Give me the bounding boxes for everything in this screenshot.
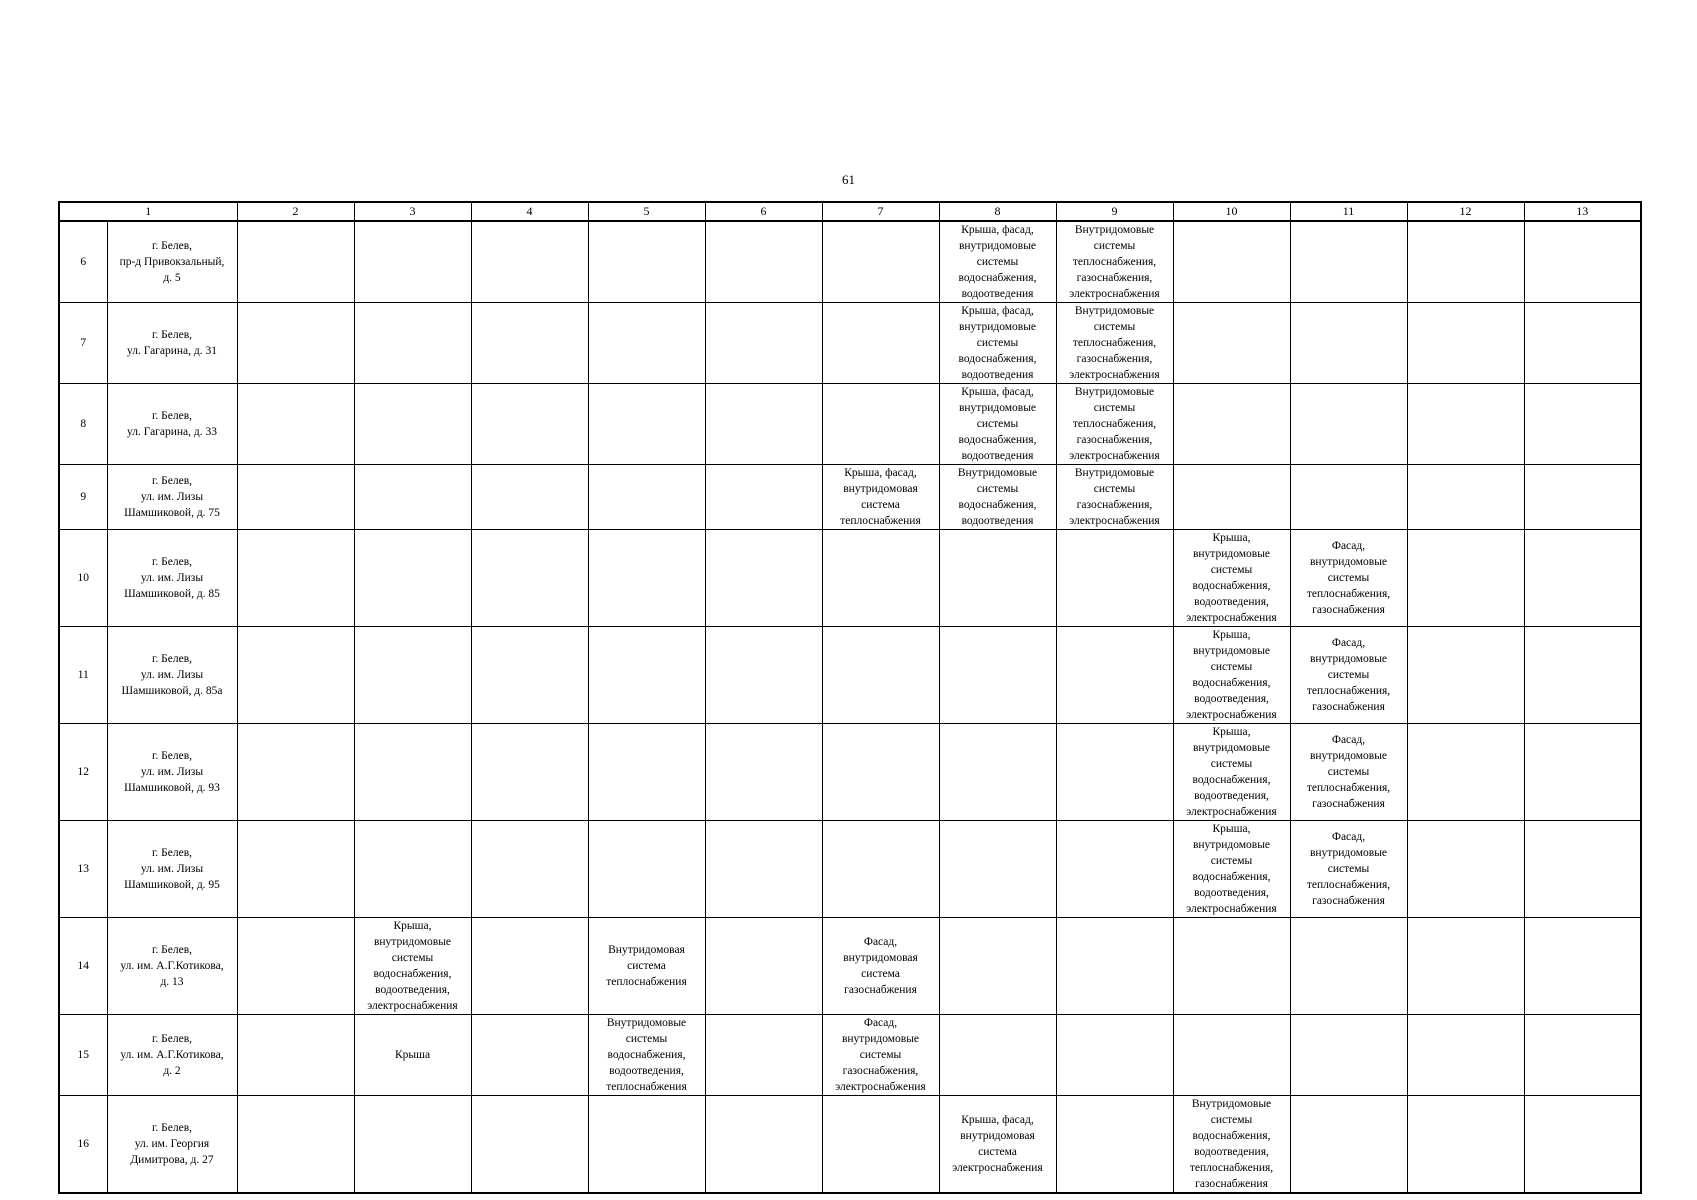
table-row (59, 1015, 1641, 1096)
page-number: 61 (842, 172, 855, 187)
work-cell-4 (471, 303, 588, 384)
work-cell-13 (1524, 1096, 1641, 1194)
work-cell-8: Крыша, фасад, внутридомовые системы водоснабжения, водоотведения (939, 384, 1056, 465)
work-cell-6 (705, 918, 822, 1015)
row-number-cell: 7 (59, 303, 107, 384)
row-number-cell: 13 (59, 821, 107, 918)
work-cell-6 (705, 530, 822, 627)
column-header: 3 (354, 202, 471, 221)
work-cell-11 (1290, 465, 1407, 530)
work-cell-3 (354, 530, 471, 627)
address-cell: г. Белев, ул. Гагарина, д. 31 (107, 303, 237, 384)
work-cell-4 (471, 221, 588, 303)
work-cell-8: Внутридомовые системы водоснабжения, водоотведения (939, 465, 1056, 530)
work-cell-4 (471, 530, 588, 627)
work-cell-7 (822, 221, 939, 303)
work-cell-6 (705, 724, 822, 821)
work-cell-8 (939, 724, 1056, 821)
work-cell-7: Фасад, внутридомовые системы газоснабжения, электроснабжения (822, 1015, 939, 1096)
address-cell: г. Белев, ул. им. Лизы Шамшиковой, д. 85 (107, 530, 237, 627)
column-header: 4 (471, 202, 588, 221)
work-cell-6 (705, 303, 822, 384)
work-cell-3 (354, 465, 471, 530)
work-cell-10 (1173, 465, 1290, 530)
column-header: 10 (1173, 202, 1290, 221)
work-cell-8: Крыша, фасад, внутридомовые системы водоснабжения, водоотведения (939, 303, 1056, 384)
work-cell-10: Крыша, внутридомовые системы водоснабжения, водоотведения, электроснабжения (1173, 530, 1290, 627)
work-cell-5 (588, 724, 705, 821)
work-cell-6 (705, 384, 822, 465)
work-cell-9 (1056, 1015, 1173, 1096)
work-cell-4 (471, 918, 588, 1015)
work-cell-5 (588, 530, 705, 627)
work-cell-13 (1524, 627, 1641, 724)
row-number-cell: 15 (59, 1015, 107, 1096)
work-cell-4 (471, 821, 588, 918)
work-cell-7 (822, 627, 939, 724)
work-cell-11: Фасад, внутридомовые системы теплоснабжения, газоснабжения (1290, 627, 1407, 724)
address-cell: г. Белев, ул. им. А.Г.Котикова, д. 2 (107, 1015, 237, 1096)
work-cell-11: Фасад, внутридомовые системы теплоснабжения, газоснабжения (1290, 724, 1407, 821)
work-cell-13 (1524, 918, 1641, 1015)
work-cell-12 (1407, 303, 1524, 384)
table-row (59, 530, 1641, 627)
work-cell-5 (588, 821, 705, 918)
work-cell-3 (354, 221, 471, 303)
work-cell-2 (237, 821, 354, 918)
column-header: 2 (237, 202, 354, 221)
work-cell-12 (1407, 918, 1524, 1015)
work-cell-13 (1524, 465, 1641, 530)
work-cell-8 (939, 627, 1056, 724)
work-cell-2 (237, 918, 354, 1015)
work-cell-2 (237, 1096, 354, 1194)
work-cell-5 (588, 627, 705, 724)
work-cell-7: Крыша, фасад, внутридомовая система теплоснабжения (822, 465, 939, 530)
work-cell-5: Внутридомовая система теплоснабжения (588, 918, 705, 1015)
work-cell-13 (1524, 221, 1641, 303)
work-cell-7 (822, 724, 939, 821)
column-header: 5 (588, 202, 705, 221)
work-cell-10 (1173, 221, 1290, 303)
work-cell-8 (939, 530, 1056, 627)
row-number-cell: 16 (59, 1096, 107, 1194)
work-cell-5 (588, 221, 705, 303)
work-cell-12 (1407, 530, 1524, 627)
address-cell: г. Белев, ул. Гагарина, д. 33 (107, 384, 237, 465)
address-cell: г. Белев, ул. им. Лизы Шамшиковой, д. 93 (107, 724, 237, 821)
work-cell-6 (705, 221, 822, 303)
table-row (59, 465, 1641, 530)
work-cell-10: Крыша, внутридомовые системы водоснабжения, водоотведения, электроснабжения (1173, 724, 1290, 821)
column-header: 12 (1407, 202, 1524, 221)
work-cell-7 (822, 303, 939, 384)
table-row (59, 627, 1641, 724)
work-cell-11 (1290, 918, 1407, 1015)
table-row (59, 303, 1641, 384)
work-cell-13 (1524, 724, 1641, 821)
work-cell-9: Внутридомовые системы газоснабжения, электроснабжения (1056, 465, 1173, 530)
work-cell-4 (471, 1096, 588, 1194)
work-cell-11: Фасад, внутридомовые системы теплоснабжения, газоснабжения (1290, 530, 1407, 627)
row-number-cell: 9 (59, 465, 107, 530)
column-header: 7 (822, 202, 939, 221)
address-cell: г. Белев, ул. им. Лизы Шамшиковой, д. 75 (107, 465, 237, 530)
address-cell: г. Белев, ул. им. Лизы Шамшиковой, д. 95 (107, 821, 237, 918)
work-cell-9: Внутридомовые системы теплоснабжения, газоснабжения, электроснабжения (1056, 303, 1173, 384)
work-cell-13 (1524, 1015, 1641, 1096)
work-cell-4 (471, 1015, 588, 1096)
work-cell-2 (237, 530, 354, 627)
work-cell-6 (705, 465, 822, 530)
work-cell-4 (471, 465, 588, 530)
work-cell-3 (354, 1096, 471, 1194)
work-cell-4 (471, 724, 588, 821)
capital-repair-table (58, 201, 1642, 1194)
work-cell-11 (1290, 303, 1407, 384)
work-cell-9 (1056, 821, 1173, 918)
work-cell-3 (354, 303, 471, 384)
work-cell-13 (1524, 303, 1641, 384)
work-cell-8 (939, 821, 1056, 918)
column-header: 13 (1524, 202, 1641, 221)
work-cell-12 (1407, 384, 1524, 465)
work-cell-10 (1173, 303, 1290, 384)
work-cell-12 (1407, 465, 1524, 530)
work-cell-3 (354, 627, 471, 724)
work-cell-9 (1056, 918, 1173, 1015)
work-cell-5 (588, 303, 705, 384)
work-cell-8: Крыша, фасад, внутридомовые системы водоснабжения, водоотведения (939, 221, 1056, 303)
work-cell-2 (237, 627, 354, 724)
work-cell-9 (1056, 1096, 1173, 1194)
address-cell: г. Белев, ул. им. А.Г.Котикова, д. 13 (107, 918, 237, 1015)
work-cell-9 (1056, 627, 1173, 724)
header-row (59, 202, 1641, 221)
work-cell-12 (1407, 821, 1524, 918)
work-cell-8 (939, 1015, 1056, 1096)
work-cell-2 (237, 465, 354, 530)
row-number-cell: 11 (59, 627, 107, 724)
work-cell-3: Крыша (354, 1015, 471, 1096)
work-cell-2 (237, 303, 354, 384)
work-cell-7: Фасад, внутридомовая система газоснабжения (822, 918, 939, 1015)
work-cell-13 (1524, 384, 1641, 465)
work-cell-10: Крыша, внутридомовые системы водоснабжения, водоотведения, электроснабжения (1173, 627, 1290, 724)
work-cell-6 (705, 1096, 822, 1194)
work-cell-7 (822, 384, 939, 465)
work-cell-10 (1173, 384, 1290, 465)
work-cell-10: Крыша, внутридомовые системы водоснабжения, водоотведения, электроснабжения (1173, 821, 1290, 918)
work-cell-4 (471, 384, 588, 465)
work-cell-10 (1173, 1015, 1290, 1096)
row-number-cell: 10 (59, 530, 107, 627)
address-cell: г. Белев, ул. им. Лизы Шамшиковой, д. 85а (107, 627, 237, 724)
table-row (59, 918, 1641, 1015)
work-cell-3 (354, 821, 471, 918)
work-cell-4 (471, 627, 588, 724)
column-header: 9 (1056, 202, 1173, 221)
table-row (59, 1096, 1641, 1194)
work-cell-5: Внутридомовые системы водоснабжения, водоотведения, теплоснабжения (588, 1015, 705, 1096)
work-cell-8: Крыша, фасад, внутридомовая система электроснабжения (939, 1096, 1056, 1194)
work-cell-5 (588, 1096, 705, 1194)
table-row (59, 821, 1641, 918)
address-cell: г. Белев, пр-д Привокзальный, д. 5 (107, 221, 237, 303)
address-cell: г. Белев, ул. им. Георгия Димитрова, д. 27 (107, 1096, 237, 1194)
work-cell-9: Внутридомовые системы теплоснабжения, газоснабжения, электроснабжения (1056, 221, 1173, 303)
work-cell-11 (1290, 384, 1407, 465)
row-number-cell: 6 (59, 221, 107, 303)
work-cell-7 (822, 1096, 939, 1194)
work-cell-5 (588, 465, 705, 530)
work-cell-12 (1407, 724, 1524, 821)
work-cell-12 (1407, 627, 1524, 724)
work-cell-9 (1056, 724, 1173, 821)
column-header: 6 (705, 202, 822, 221)
work-cell-3 (354, 384, 471, 465)
work-cell-7 (822, 821, 939, 918)
work-cell-2 (237, 724, 354, 821)
column-header: 11 (1290, 202, 1407, 221)
work-cell-10 (1173, 918, 1290, 1015)
table-row (59, 221, 1641, 303)
row-number-cell: 12 (59, 724, 107, 821)
work-cell-12 (1407, 1015, 1524, 1096)
work-cell-11: Фасад, внутридомовые системы теплоснабжения, газоснабжения (1290, 821, 1407, 918)
work-cell-12 (1407, 221, 1524, 303)
work-cell-9 (1056, 530, 1173, 627)
work-cell-2 (237, 1015, 354, 1096)
work-cell-5 (588, 384, 705, 465)
work-cell-10: Внутридомовые системы водоснабжения, водоотведения, теплоснабжения, газоснабжения (1173, 1096, 1290, 1194)
work-cell-6 (705, 821, 822, 918)
work-cell-9: Внутридомовые системы теплоснабжения, газоснабжения, электроснабжения (1056, 384, 1173, 465)
table-row (59, 724, 1641, 821)
work-cell-8 (939, 918, 1056, 1015)
table-row (59, 384, 1641, 465)
column-header: 8 (939, 202, 1056, 221)
row-number-cell: 14 (59, 918, 107, 1015)
work-cell-2 (237, 384, 354, 465)
work-cell-3: Крыша, внутридомовые системы водоснабжения, водоотведения, электроснабжения (354, 918, 471, 1015)
row-number-cell: 8 (59, 384, 107, 465)
column-header: 1 (59, 202, 237, 221)
work-cell-6 (705, 1015, 822, 1096)
work-cell-13 (1524, 530, 1641, 627)
work-cell-6 (705, 627, 822, 724)
work-cell-2 (237, 221, 354, 303)
work-cell-11 (1290, 1096, 1407, 1194)
work-cell-3 (354, 724, 471, 821)
work-cell-7 (822, 530, 939, 627)
work-cell-13 (1524, 821, 1641, 918)
work-cell-11 (1290, 1015, 1407, 1096)
work-cell-11 (1290, 221, 1407, 303)
work-cell-12 (1407, 1096, 1524, 1194)
